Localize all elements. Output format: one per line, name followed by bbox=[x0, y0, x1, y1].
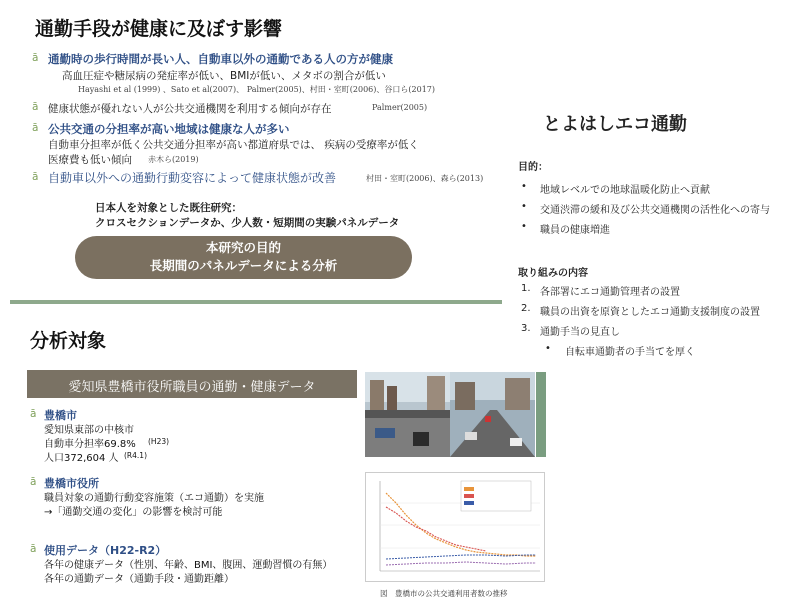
dot-icon: • bbox=[545, 343, 551, 354]
chart-svg bbox=[366, 473, 544, 581]
dot-icon: • bbox=[521, 201, 527, 212]
goal-item: 職員の健康増進 bbox=[540, 225, 610, 236]
group1-heading: 豊橋市 bbox=[44, 409, 77, 422]
series-line-purple bbox=[386, 562, 536, 565]
data-banner bbox=[27, 370, 357, 398]
item2-text: 健康状態が優れない人が公共交通機関を利用する傾向が存在 bbox=[48, 103, 332, 115]
item3-heading: 公共交通の分担率が高い地域は健康な人が多い bbox=[48, 122, 290, 136]
street-photos-image bbox=[365, 372, 535, 457]
group1-line: 愛知県東部の中核市 bbox=[44, 425, 134, 436]
item4-citation: 村田・室町(2006)、森ら(2013) bbox=[366, 174, 484, 183]
effort-item: 各部署にエコ通勤管理者の設置 bbox=[540, 287, 680, 298]
existing-research-text: クロスセクションデータか、少人数・短期間の実験パネルデータ bbox=[95, 217, 400, 229]
goal-label: 目的： bbox=[518, 162, 548, 173]
slide2-title: 分析対象 bbox=[30, 330, 107, 352]
purpose-line2: 長期間のパネルデータによる分析 bbox=[149, 258, 338, 273]
group1-note: (H23) bbox=[148, 437, 170, 446]
group1-line: 人口372,604 人 bbox=[44, 453, 119, 464]
item4-heading: 自動車以外への通勤行動変容によって健康状態が改善 bbox=[48, 171, 337, 185]
street-photos bbox=[365, 372, 535, 457]
eco-commute-title: とよはしエコ通勤 bbox=[543, 114, 687, 135]
item3-detail1: 自動車分担率が低く公共交通分担率が高い都道府県では、 疾病の受療率が低く bbox=[48, 139, 419, 151]
bullet-icon: ā bbox=[30, 543, 37, 555]
chart-caption: 図 豊橋市の公共交通利用者数の推移 bbox=[380, 589, 508, 598]
photo-accent-bar bbox=[536, 372, 546, 457]
purpose-pill bbox=[75, 236, 412, 279]
group1-note: (R4.1) bbox=[124, 451, 147, 460]
existing-research-label: 日本人を対象とした既往研究： bbox=[95, 202, 242, 214]
group3-line: 各年の健康データ（性別、年齢、BMI、腹囲、運動習慣の有無） bbox=[44, 560, 333, 571]
goal-item: 地域レベルでの地球温暖化防止へ貢献 bbox=[540, 185, 710, 196]
data-banner-text: 愛知県豊橋市役所職員の通勤・健康データ bbox=[68, 380, 316, 395]
item3-citation: 赤木ら(2019) bbox=[148, 155, 199, 164]
series-line-blue bbox=[386, 555, 536, 559]
dot-icon: • bbox=[521, 221, 527, 232]
item3-detail2: 医療費も低い傾向 bbox=[48, 154, 132, 166]
section-divider bbox=[10, 300, 502, 304]
effort-number: 1. bbox=[521, 283, 531, 294]
group2-heading: 豊橋市役所 bbox=[44, 477, 99, 490]
effort-number: 3. bbox=[521, 323, 531, 334]
bullet-icon: ā bbox=[30, 476, 37, 488]
group2-line: 職員対象の通勤行動変容施策（エコ通勤）を実施 bbox=[44, 493, 264, 504]
series-line-red bbox=[386, 507, 486, 551]
bullet-icon: ā bbox=[32, 171, 39, 183]
group3-line: 各年の通勤データ（通勤手段・通勤距離） bbox=[44, 574, 234, 585]
slide1-title: 通勤手段が健康に及ぼす影響 bbox=[35, 18, 283, 40]
group3-heading: 使用データ（H22-R2） bbox=[44, 544, 167, 557]
sub-effort-item: 自転車通勤者の手当てを厚く bbox=[565, 347, 695, 358]
dot-icon: • bbox=[521, 181, 527, 192]
bullet-icon: ā bbox=[32, 52, 39, 64]
item2-citation: Palmer(2005) bbox=[372, 103, 428, 112]
group1-line: 自動車分担率69.8% bbox=[44, 439, 136, 450]
item1-heading: 通勤時の歩行時間が長い人、自動車以外の通勤である人の方が健康 bbox=[48, 52, 393, 66]
goal-item: 交通渋滞の緩和及び公共交通機関の活性化への寄与 bbox=[540, 205, 770, 216]
group2-line: →「通勤交通の変化」の影響を検討可能 bbox=[44, 507, 223, 518]
item1-detail: 高血圧症や糖尿病の発症率が低い、BMIが低い、メタボの割合が低い bbox=[62, 70, 386, 82]
effort-item: 職員の出資を原資としたエコ通勤支援制度の設置 bbox=[540, 307, 760, 318]
bullet-icon: ā bbox=[30, 408, 37, 420]
bullet-icon: ā bbox=[32, 101, 39, 113]
effort-item: 通勤手当の見直し bbox=[540, 327, 620, 338]
bullet-icon: ā bbox=[32, 122, 39, 134]
effort-number: 2. bbox=[521, 303, 531, 314]
purpose-line1: 本研究の目的 bbox=[205, 240, 281, 255]
transit-ridership-chart bbox=[365, 472, 545, 582]
effort-label: 取り組みの内容 bbox=[518, 268, 588, 279]
item1-citation: Hayashi et al (1999) 、Sato et al(2007)、 Palmer(2005)、村田・室町(2006)、谷口ら(2017) bbox=[78, 85, 435, 94]
